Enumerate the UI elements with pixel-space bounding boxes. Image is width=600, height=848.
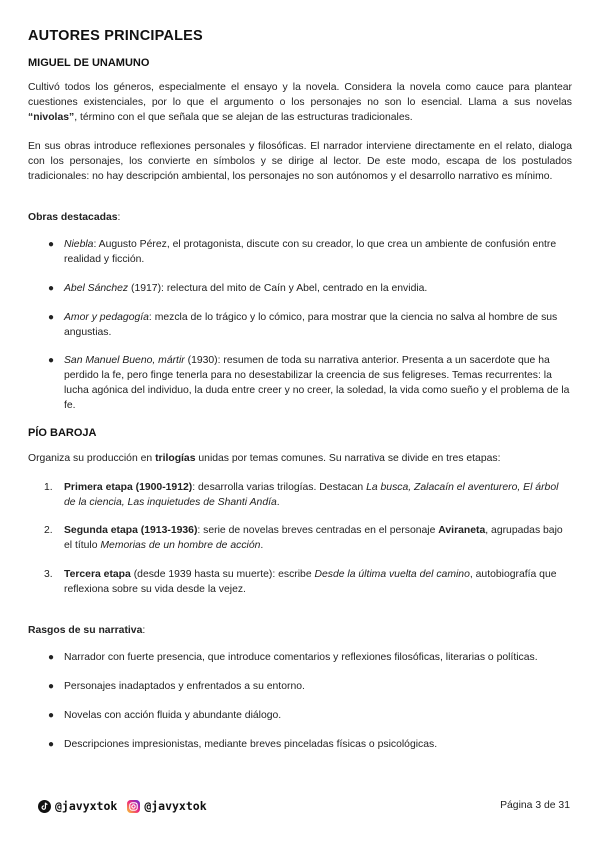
list-item: ● San Manuel Bueno, mártir (1930): resumen de toda su narrativa anterior. Presenta a un sacerdote que ha perdido la fe, pero finge tenerla para no desestabilizar la creencia de sus feligreses. Temas recurrentes: la lucha agónica del individuo, la duda entre creer y no creer, la soledad, la vida como sueño y el problema de la fe. [48,355,570,411]
page-number: Página 3 de 31 [500,800,570,811]
bullet-icon: ● [48,652,55,663]
bullet-icon: ● [48,710,55,721]
section-heading-baroja: PÍO BAROJA [28,427,97,439]
section-heading-unamuno: MIGUEL DE UNAMUNO [28,57,150,69]
bullet-icon: ● [48,283,55,294]
tiktok-icon[interactable] [38,800,51,813]
bullet-icon: ● [48,312,55,323]
list-item: ● Personajes inadaptados y enfrentados a su entorno. [48,681,305,692]
list-item: ● Amor y pedagogía: mezcla de lo trágico y lo cómico, para mostrar que la ciencia no salva al hombre de sus angustias. [48,312,558,338]
list-item: ● Descripciones impresionistas, mediante breves pinceladas físicas o psicológicas. [48,739,438,750]
baroja-intro: Organiza su producción en trilogías unidas por temas comunes. Su narrativa se divide en tres etapas: [28,453,501,464]
nivolas-term: “nivolas” [28,112,75,123]
traits-label: Rasgos de su narrativa: [28,625,146,636]
tiktok-handle[interactable]: @javyxtok [55,799,118,813]
bullet-icon: ● [48,681,55,692]
bullet-icon: ● [48,239,55,250]
list-item: ● Abel Sánchez (1917): relectura del mito de Caín y Abel, centrado en la envidia. [48,283,428,294]
bullet-icon: ● [48,355,55,366]
list-item: ● Narrador con fuerte presencia, que introduce comentarios y reflexiones filosóficas, literarias o políticas. [48,652,538,663]
instagram-icon[interactable] [127,800,140,813]
list-item: ● Niebla: Augusto Pérez, el protagonista, discute con su creador, lo que crea un ambiente de confusión entre realidad y ficción. [48,239,557,265]
unamuno-paragraph-2: En sus obras introduce reflexiones personales y filosóficas. El narrador interviene directamente en el relato, dialoga con los personajes, los convierte en símbolos y se dirige al lector. De este modo, escapa de los postulados tradicionales: no hay descripción ambiental, los personajes no son autónomos y el desarrollo narrativo es mínimo. [28,141,572,182]
stage-item: 1. Primera etapa (1900-1912): desarrolla varias trilogías. Destacan La busca, Zalacaín el aventurero, El árbol de la ciencia, Las inquietudes de Shanti Andía. [44,482,559,508]
stage-item: 2. Segunda etapa (1913-1936): serie de novelas breves centradas en el personaje Aviraneta, agrupadas bajo el título Memorias de un hombre de acción. [44,525,563,551]
page-title: AUTORES PRINCIPALES [28,28,203,44]
stage-item: 3. Tercera etapa (desde 1939 hasta su muerte): escribe Desde la última vuelta del camino, autobiografía que reflexiona sobre su vida desde la vejez. [44,569,557,595]
unamuno-paragraph-1: Cultivó todos los géneros, especialmente el ensayo y la novela. Considera la novela como cauce para plantear cuestiones existenciales, por lo que el argumento o los personajes no son lo esencial. Llama a sus novelas “nivolas”, término con el que señala que se alejan de las estructuras tradicionales. [28,82,572,123]
works-label: Obras destacadas: [28,212,121,223]
instagram-handle[interactable]: @javyxtok [144,799,207,813]
social-footer [38,799,207,813]
bullet-icon: ● [48,739,55,750]
list-item: ● Novelas con acción fluida y abundante diálogo. [48,710,282,721]
